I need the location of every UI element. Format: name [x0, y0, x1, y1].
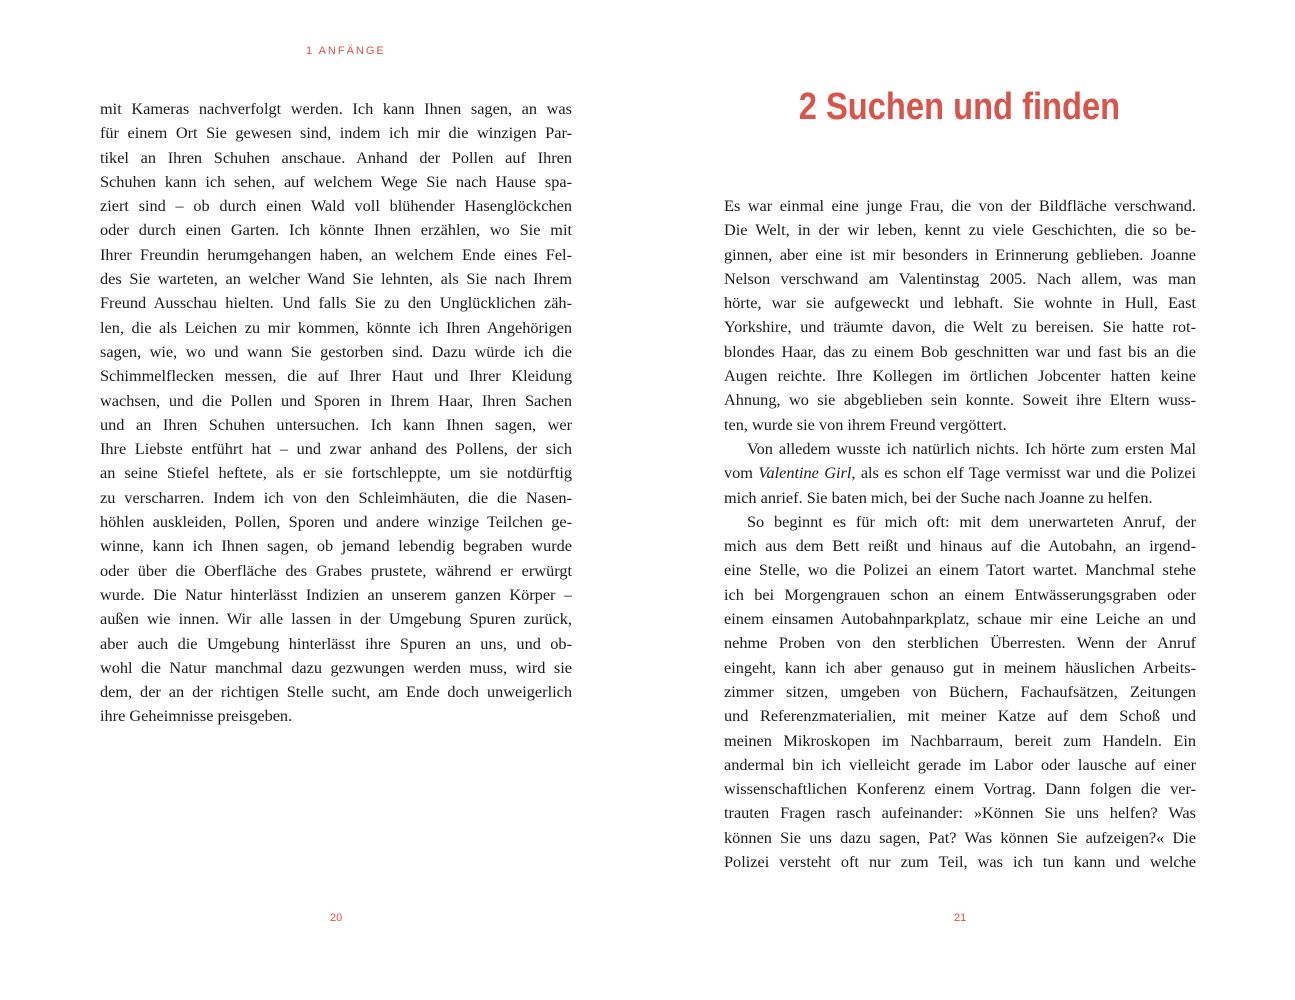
- text-line: und an Ihren Schuhen untersuchen. Ich kann Ihnen sagen, wer: [100, 414, 572, 434]
- text-line: mich anrief. Sie baten mich, bei der Suche nach Joanne zu helfen.: [724, 487, 1153, 507]
- text-line: oder über die Oberfläche des Grabes prustete, während er erwürgt: [100, 560, 572, 580]
- text-line: nehme Proben von den sterblichen Überresten. Wenn der Anruf: [724, 633, 1196, 653]
- text-run: vom: [724, 463, 759, 483]
- text-line: Ihre Liebste entführt hat – und zwar anhand des Pollens, der sich: [100, 439, 572, 459]
- text-line: Die Welt, in der wir leben, kennt zu viele Geschichten, die so be-: [724, 220, 1196, 240]
- text-line: Schimmelflecken messen, die auf Ihrer Haut und Ihrer Kleidung: [100, 366, 572, 386]
- text-line: hörte, war sie aufgeweckt und lebhaft. Sie wohnte in Hull, East: [724, 293, 1196, 313]
- page-number: 21: [954, 912, 967, 924]
- book-title-italic: Valentine Girl: [758, 463, 852, 483]
- text-line: sagen, wie, wo und wann Sie gestorben sind. Dazu würde ich die: [100, 341, 572, 361]
- text-line: außen wie innen. Wir alle lassen in der Umgebung Spuren zurück,: [100, 609, 572, 629]
- text-line: aber auch die Umgebung hinterlässt ihre Spuren an uns, und ob-: [100, 633, 572, 653]
- running-head: 1 ANFÄNGE: [306, 45, 386, 57]
- text-line: des Sie warteten, an welcher Wand Sie lehnten, als Sie nach Ihrem: [100, 269, 572, 289]
- text-line: trauten Fragen rasch aufeinander: »Können Sie uns helfen? Was: [724, 803, 1196, 823]
- text-line: wachsen, und die Pollen und Sporen in Ihrem Haar, Ihren Sachen: [100, 390, 572, 410]
- text-line: mich aus dem Bett reißt und hinaus auf die Autobahn, an irgend-: [724, 536, 1196, 556]
- text-line: können Sie uns dazu sagen, Pat? Was können Sie aufzeigen?« Die: [724, 827, 1196, 847]
- text-line: zimmer sitzen, umgeben von Büchern, Fachaufsätzen, Zeitungen: [724, 681, 1196, 701]
- text-line: eine Stelle, wo die Polizei an einem Tatort wartet. Manchmal stehe: [724, 560, 1196, 580]
- text-line: meinen Mikroskopen im Nachbarraum, bereit zum Handeln. Ein: [724, 730, 1196, 750]
- text-line: an seine Stiefel heftete, als er sie fortschleppte, um sie notdürftig: [100, 463, 572, 483]
- text-line: ihre Geheimnisse preisgeben.: [100, 706, 293, 726]
- text-line: Es war einmal eine junge Frau, die von der Bildfläche verschwand.: [724, 196, 1196, 215]
- text-line: einem einsamen Autobahnparkplatz, schaue mir eine Leiche an und: [724, 609, 1196, 629]
- page-number: 20: [330, 912, 343, 924]
- text-line: Ahnung, wo sie abgeblieben sein konnte. Soweit ihre Eltern wuss-: [724, 390, 1196, 410]
- text-line: len, die als Leichen zu mir kommen, könnte ich Ihren Angehörigen: [100, 317, 572, 337]
- text-line: Schuhen kann ich sehen, auf welchem Wege Sie nach Hause spa-: [100, 171, 572, 191]
- text-line: ziert sind – ob durch einen Wald voll blühender Hasenglöckchen: [100, 196, 572, 216]
- text-run: , als es schon elf Tage vermisst war und die Polizei: [851, 463, 1196, 483]
- right-page: [648, 0, 1295, 1000]
- text-line: wissenschaftlichen Konferenz einem Vortrag. Dann folgen die ver-: [724, 779, 1196, 799]
- right-body-text: [724, 194, 1196, 874]
- text-line: winne, kann ich Ihnen sagen, ob jemand lebendig begraben wurde: [100, 536, 572, 556]
- text-line: mit Kameras nachverfolgt werden. Ich kann Ihnen sagen, an was: [100, 99, 572, 118]
- text-line: So beginnt es für mich oft: mit dem unerwarteten Anruf, der: [747, 511, 1196, 531]
- text-line: Von alledem wusste ich natürlich nichts. Ich hörte zum ersten Mal: [747, 438, 1196, 458]
- left-page: [0, 0, 647, 1000]
- text-line: Nelson verschwand am Valentinstag 2005. Nach allem, was man: [724, 268, 1196, 288]
- text-line: ten, wurde sie von ihrem Freund vergöttert.: [724, 414, 1007, 434]
- text-line: blondes Haar, das zu einem Bob geschnitten war und fast bis an die: [724, 341, 1196, 361]
- text-line: tikel an Ihren Schuhen anschaue. Anhand der Pollen auf Ihren: [100, 147, 572, 167]
- text-line: [724, 461, 1196, 485]
- text-line: ginnen, aber eine ist mir besonders in Erinnerung geblieben. Joanne: [724, 244, 1196, 264]
- text-line: für einem Ort Sie gewesen sind, indem ich mir die winzigen Par-: [100, 123, 572, 143]
- text-line: und Referenzmaterialien, mit meiner Katze auf dem Schoß und: [724, 706, 1196, 726]
- text-line: zu verscharren. Indem ich von den Schleimhäuten, die die Nasen-: [100, 487, 572, 507]
- text-line: andermal bin ich vielleicht gerade im Labor oder lausche auf einer: [724, 754, 1196, 774]
- text-line: Polizei versteht oft nur zum Teil, was ich tun kann und welche: [724, 852, 1196, 872]
- text-line: wohl die Natur manchmal dazu gezwungen werden muss, wird sie: [100, 657, 572, 677]
- text-line: dem, der an der richtigen Stelle sucht, am Ende doch unweigerlich: [100, 682, 572, 702]
- left-body-text: [100, 97, 572, 729]
- text-line: eingeht, kann ich aber genauso gut in meinem häuslichen Arbeits-: [724, 657, 1196, 677]
- text-line: Freund Ausschau hielten. Und falls Sie zu den Unglücklichen zäh-: [100, 293, 572, 313]
- text-line: höhlen auskleiden, Pollen, Sporen und andere winzige Teilchen ge-: [100, 512, 572, 532]
- text-line: Ihrer Freundin herumgehangen haben, an welchem Ende eines Fel-: [100, 244, 572, 264]
- chapter-title: 2 Suchen und finden: [798, 86, 1121, 128]
- text-line: ich bei Morgengrauen schon an einem Entwässerungsgraben oder: [724, 584, 1196, 604]
- text-line: oder durch einen Garten. Ich könnte Ihnen erzählen, wo Sie mit: [100, 220, 572, 240]
- text-line: Augen reichte. Ihre Kollegen im örtlichen Jobcenter hatten keine: [724, 366, 1196, 386]
- text-line: Yorkshire, und träumte davon, die Welt zu bereisen. Sie hatte rot-: [724, 317, 1196, 337]
- text-line: wurde. Die Natur hinterlässt Indizien an unserem ganzen Körper –: [100, 584, 572, 604]
